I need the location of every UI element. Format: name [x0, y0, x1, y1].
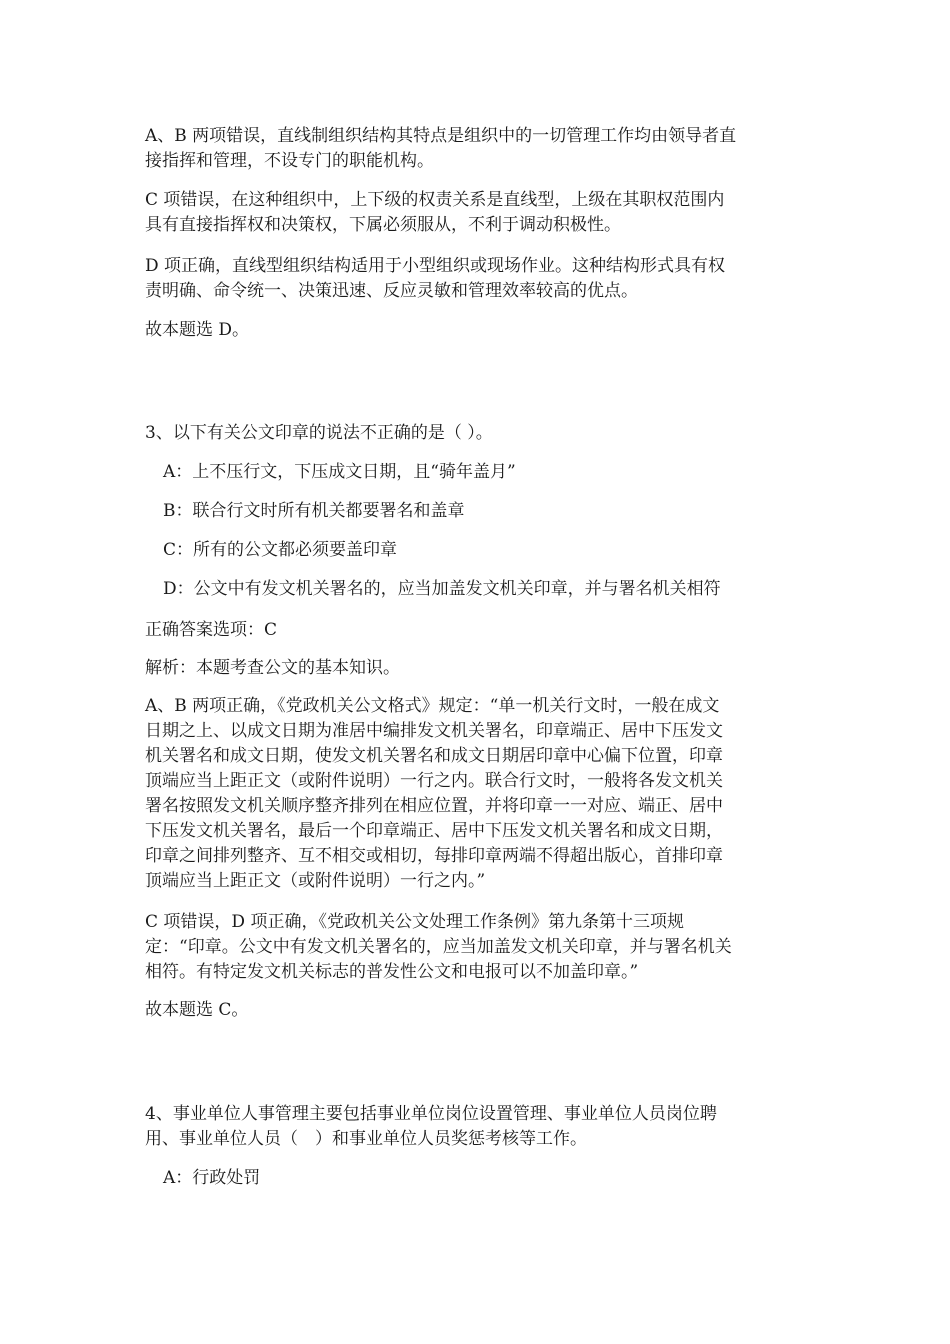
- q3-option-b: B：联合行文时所有机关都要署名和盖章: [163, 501, 465, 521]
- q3-explanation-cd: C 项错误，D 项正确，《党政机关公文处理工作条例》第九条第十三项规 定：“印章。公文中有发文机关署名的，应当加盖发文机关印章，并与署名机关 相符。有特定发文机关标志的普发性公文和电报可以不加盖印章。”: [145, 912, 732, 982]
- q3-answer: 正确答案选项：C: [145, 620, 278, 640]
- q3-option-a: A：上不压行文，下压成文日期，且“骑年盖月”: [163, 462, 516, 482]
- q3-analysis-heading: 解析：本题考查公文的基本知识。: [145, 658, 400, 678]
- q4-option-a: A：行政处罚: [163, 1168, 261, 1188]
- q3-conclusion: 故本题选 C。: [145, 1000, 249, 1020]
- q3-option-d: D：公文中有发文机关署名的，应当加盖发文机关印章，并与署名机关相符: [163, 579, 721, 599]
- q3-option-c: C：所有的公文都必须要盖印章: [163, 540, 398, 560]
- q2-explanation-d: D 项正确，直线型组织结构适用于小型组织或现场作业。这种结构形式具有权 责明确、命令统一、决策迅速、反应灵敏和管理效率较高的优点。: [145, 256, 726, 301]
- q2-explanation-ab: A、B 两项错误，直线制组织结构其特点是组织中的一切管理工作均由领导者直 接指挥和管理，不设专门的职能机构。: [145, 126, 737, 171]
- q2-conclusion: 故本题选 D。: [145, 320, 250, 340]
- q3-question: 3、以下有关公文印章的说法不正确的是（ ）。: [145, 423, 493, 443]
- q3-explanation-ab: A、B 两项正确，《党政机关公文格式》规定：“单一机关行文时，一般在成文 日期之上、以成文日期为准居中编排发文机关署名，印章端正、居中下压发文 机关署名和成文日期，使发文机关署名和成文日期居印章中心偏下位置，印章 顶端应当上距正文（或附件说明）一行之内。联合行文时，一般将各发文机关 署名按照发文机关顺序整齐排列在相应位置，并将印章一一对应、端正、居中 下压发文机关署名，最后一个印章端正、居中下压发文机关署名和成文日期， 印章之间排列整齐、互不相交或相切，每排印章两端不得超出版心，首排印章 顶端应当上距正文（或附件说明）一行之内。”: [145, 696, 723, 891]
- q4-question: 4、事业单位人事管理主要包括事业单位岗位设置管理、事业单位人员岗位聘 用、事业单位人员（ ）和事业单位人员奖惩考核等工作。: [145, 1104, 717, 1149]
- q2-explanation-c: C 项错误，在这种组织中，上下级的权责关系是直线型，上级在其职权范围内 具有直接指挥权和决策权，下属必须服从，不利于调动积极性。: [145, 190, 725, 235]
